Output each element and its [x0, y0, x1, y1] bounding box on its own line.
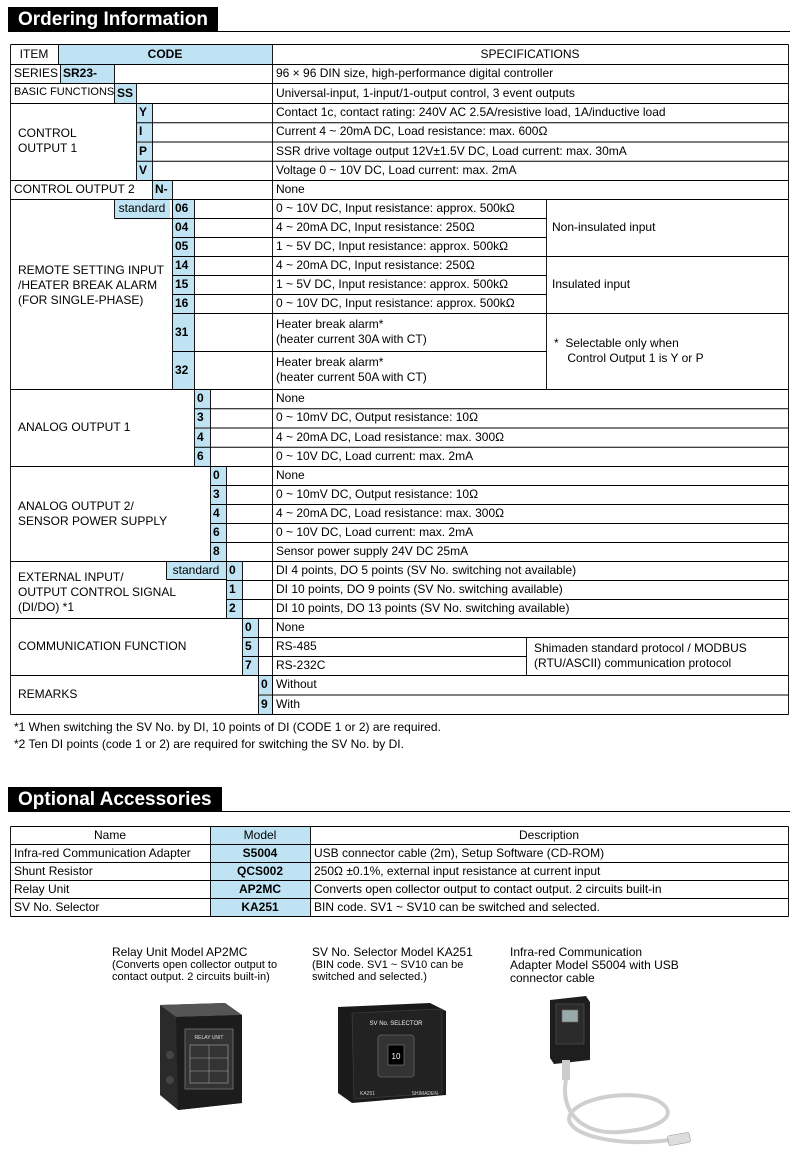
control-output-1-spec: Current 4 ~ 20mA DC, Load resistance: max. 600Ω — [276, 124, 548, 139]
analog-output-2-spec: None — [276, 468, 305, 482]
remote-setting-code: 05 — [172, 237, 194, 256]
analog-output-1-spec: 4 ~ 20mA DC, Load resistance: max. 300Ω — [276, 429, 505, 444]
sv-selector-desc: (BIN code. SV1 ~ SV10 can be switched and selected.) — [312, 959, 464, 984]
remote-setting-spec: 1 ~ 5V DC, Input resistance: approx. 500kΩ — [276, 239, 509, 253]
accessory-description: BIN code. SV1 ~ SV10 can be switched and selected. — [314, 899, 600, 914]
control-output-1-spec: Voltage 0 ~ 10V DC, Load current: max. 2mA — [276, 162, 517, 177]
remote-setting-code: 31 — [172, 313, 194, 351]
footnote-2: *2 Ten DI points (code 1 or 2) are required for switching the SV No. by DI. — [14, 737, 404, 751]
control-output-2-label: CONTROL OUTPUT 2 — [14, 182, 135, 196]
remote-setting-spec: 1 ~ 5V DC, Input resistance: approx. 500kΩ — [276, 277, 509, 291]
series-code: SR23- — [60, 64, 114, 83]
external-input-code: 1 — [226, 580, 242, 599]
communication-code: 5 — [242, 637, 258, 656]
external-input-label: EXTERNAL INPUT/ OUTPUT CONTROL SIGNAL (DI/DO) *1 — [18, 569, 177, 614]
relay-unit-label: RELAY UNIT — [194, 1035, 224, 1041]
remote-setting-spec: Heater break alarm* (heater current 50A with CT) — [276, 355, 427, 384]
analog-output-2-spec: Sensor power supply 24V DC 25mA — [276, 544, 469, 558]
control-output-1-spec: SSR drive voltage output 12V±1.5V DC, Load current: max. 30mA — [276, 143, 627, 158]
accessory-name: Infra-red Communication Adapter — [14, 845, 191, 860]
analog-output-1-code: 6 — [194, 447, 210, 466]
remote-setting-code: 32 — [172, 351, 194, 389]
analog-output-2-spec: 0 ~ 10mV DC, Output resistance: 10Ω — [276, 487, 479, 501]
accessory-description: 250Ω ±0.1%, external input resistance at current input — [314, 863, 601, 878]
remarks-code: 9 — [258, 695, 272, 714]
analog-output-1-code: 3 — [194, 408, 210, 427]
remote-setting-spec: 4 ~ 20mA DC, Input resistance: 250Ω — [276, 258, 475, 272]
header-item: ITEM — [19, 47, 49, 61]
remote-setting-spec: 0 ~ 10V DC, Input resistance: approx. 500kΩ — [276, 296, 515, 310]
control-output-2-code: N- — [152, 180, 172, 199]
remote-setting-code: 06 — [172, 199, 194, 218]
basic-functions-label: BASIC FUNCTIONS — [14, 86, 115, 99]
heater-break-note: * Selectable only when Control Output 1 is Y or P — [554, 336, 704, 365]
analog-output-2-label: ANALOG OUTPUT 2/ SENSOR POWER SUPPLY — [18, 499, 168, 528]
analog-output-1-spec: 0 ~ 10mV DC, Output resistance: 10Ω — [276, 410, 479, 425]
accessory-model: S5004 — [210, 844, 310, 862]
non-insulated-input-label: Non-insulated input — [552, 220, 656, 234]
communication-protocol: Shimaden standard protocol / MODBUS (RTU/ASCII) communication protocol — [534, 641, 747, 670]
remote-setting-label: REMOTE SETTING INPUT /HEATER BREAK ALARM (FOR SINGLE-PHASE) — [18, 262, 165, 307]
basic-functions-spec: Universal-input, 1-input/1-output control, 3 event outputs — [276, 85, 575, 100]
analog-output-1-spec: 0 ~ 10V DC, Load current: max. 2mA — [276, 448, 474, 463]
insulated-input-label: Insulated input — [552, 277, 631, 291]
communication-spec: RS-232C — [276, 658, 326, 672]
external-input-spec: DI 10 points, DO 9 points (SV No. switching available) — [276, 582, 563, 596]
accessory-model: QCS002 — [210, 862, 310, 880]
sv-selector-title: SV No. Selector Model KA251 — [312, 945, 473, 959]
relay-unit-title: Relay Unit Model AP2MC — [112, 945, 248, 959]
control-output-1-code: V — [136, 161, 152, 180]
analog-output-2-code: 4 — [210, 504, 226, 523]
remote-setting-code: 16 — [172, 294, 194, 313]
sv-selector-model: KA251 — [360, 1091, 376, 1097]
sv-selector-brand: SHIMADEN — [411, 1091, 438, 1097]
communication-code: 0 — [242, 618, 258, 637]
analog-output-1-code: 4 — [194, 428, 210, 447]
header-specifications: SPECIFICATIONS — [480, 47, 580, 61]
analog-output-1-code: 0 — [194, 389, 210, 408]
accessory-name: Shunt Resistor — [14, 863, 93, 878]
series-label: SERIES — [14, 66, 59, 80]
control-output-1-code: P — [136, 142, 152, 161]
external-input-spec: DI 10 points, DO 13 points (SV No. switching available) — [276, 601, 570, 615]
basic-functions-code: SS — [114, 83, 136, 103]
analog-output-2-code: 6 — [210, 523, 226, 542]
analog-output-2-code: 3 — [210, 485, 226, 504]
accessory-name: Relay Unit — [14, 881, 70, 896]
relay-unit-desc: (Converts open collector output to contact output. 2 circuits built-in) — [112, 959, 278, 984]
ir-adapter-title: Infra-red Communication Adapter Model S5004 with USB connector cable — [510, 945, 679, 986]
communication-spec: RS-485 — [276, 639, 317, 653]
sv-selector-label: SV No. SELECTOR — [369, 1021, 423, 1027]
accessories-header-description: Description — [518, 827, 580, 842]
remote-setting-code: 04 — [172, 218, 194, 237]
remarks-spec: Without — [276, 677, 317, 691]
remote-setting-spec: 4 ~ 20mA DC, Input resistance: 250Ω — [276, 220, 475, 234]
remarks-label: REMARKS — [18, 687, 78, 701]
header-code: CODE — [58, 45, 272, 64]
remarks-spec: With — [276, 696, 300, 711]
analog-output-1-spec: None — [276, 391, 305, 405]
accessories-section-title: Optional Accessories — [8, 787, 222, 812]
accessory-description: USB connector cable (2m), Setup Software (CD-ROM) — [314, 845, 605, 860]
analog-output-2-spec: 4 ~ 20mA DC, Load resistance: max. 300Ω — [276, 506, 505, 520]
communication-spec: None — [276, 620, 305, 634]
remote-setting-code: 15 — [172, 275, 194, 294]
accessories-header-name: Name — [93, 827, 126, 842]
remote-setting-spec: 0 ~ 10V DC, Input resistance: approx. 500kΩ — [276, 201, 515, 215]
analog-output-2-code: 8 — [210, 542, 226, 561]
remote-setting-standard: standard — [114, 199, 170, 218]
external-input-standard: standard — [166, 561, 226, 579]
analog-output-2-code: 0 — [210, 466, 226, 485]
series-spec: 96 × 96 DIN size, high-performance digital controller — [276, 66, 554, 80]
control-output-1-code: Y — [136, 103, 152, 122]
accessory-model: AP2MC — [210, 880, 310, 898]
footnote-1: *1 When switching the SV No. by DI, 10 points of DI (CODE 1 or 2) are required. — [14, 720, 441, 734]
communication-label: COMMUNICATION FUNCTION — [18, 638, 187, 653]
communication-code: 7 — [242, 656, 258, 675]
control-output-2-spec: None — [276, 182, 305, 196]
remote-setting-code: 14 — [172, 256, 194, 275]
control-output-1-code: I — [136, 122, 152, 141]
external-input-spec: DI 4 points, DO 5 points (SV No. switching not available) — [276, 563, 577, 577]
accessory-model: KA251 — [210, 898, 310, 916]
external-input-code: 2 — [226, 599, 242, 618]
control-output-1-spec: Contact 1c, contact rating: 240V AC 2.5A/resistive load, 1A/inductive load — [276, 105, 666, 119]
control-output-1-label: CONTROL OUTPUT 1 — [18, 126, 78, 155]
accessories-header-model: Model — [210, 826, 310, 844]
accessory-name: SV No. Selector — [14, 899, 100, 914]
remarks-code: 0 — [258, 675, 272, 694]
analog-output-1-label: ANALOG OUTPUT 1 — [18, 420, 131, 434]
remote-setting-spec: Heater break alarm* (heater current 30A with CT) — [276, 317, 427, 346]
sv-selector-digit: 10 — [391, 1052, 401, 1061]
accessory-description: Converts open collector output to contact output. 2 circuits built-in — [314, 881, 662, 896]
external-input-code: 0 — [226, 561, 242, 580]
analog-output-2-spec: 0 ~ 10V DC, Load current: max. 2mA — [276, 525, 474, 539]
ordering-section-title: Ordering Information — [8, 7, 218, 32]
